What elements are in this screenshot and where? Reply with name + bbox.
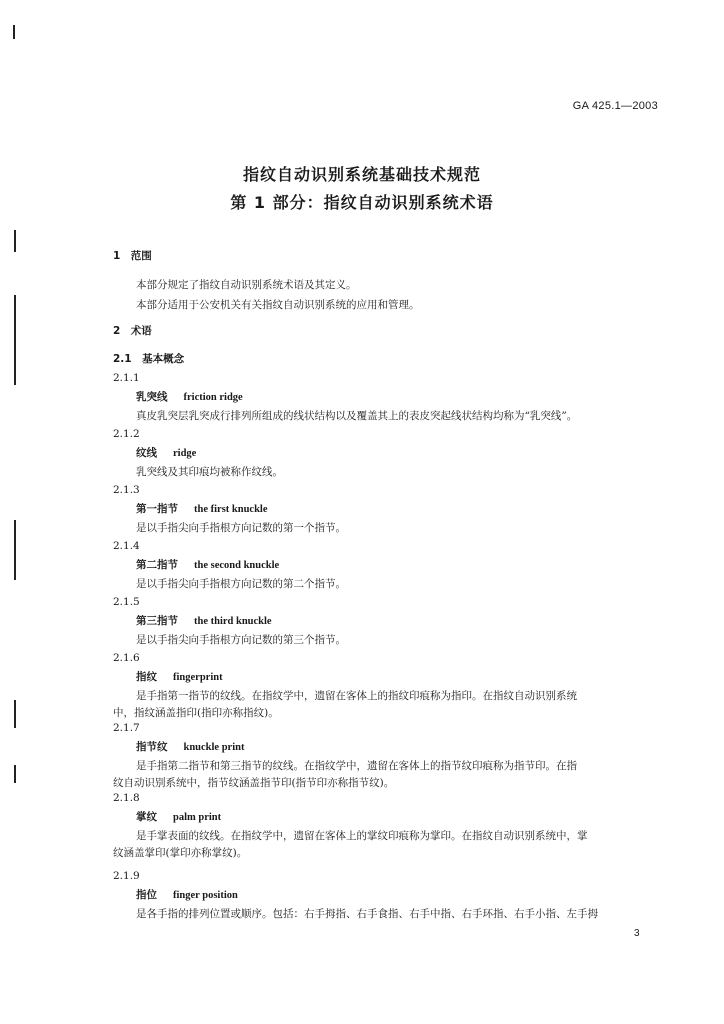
term-heading [136, 614, 272, 629]
term-definition: 是手指第二指节和第三指节的纹线。在指纹学中，遗留在客体上的指节纹印痕称为指节印。在指 [136, 760, 577, 772]
term-chinese: 第二指节 [136, 559, 178, 571]
term-english: fingerprint [173, 672, 223, 683]
term-heading [136, 670, 223, 685]
term-number: 2.1.4 [113, 540, 140, 552]
term-definition: 真皮乳突层乳突成行排列所组成的线状结构以及覆盖其上的表皮突起线状结构均称为“乳突线”。 [136, 410, 578, 422]
scan-mark [13, 25, 15, 39]
term-heading [136, 558, 279, 573]
scan-mark [14, 700, 16, 728]
term-definition: 纹自动识别系统中，指节纹涵盖指节印(指节印亦称指节纹)。 [113, 777, 395, 789]
term-definition: 乳突线及其印痕均被称作纹线。 [136, 466, 283, 478]
term-number: 2.1.6 [113, 652, 140, 664]
paragraph: 本部分适用于公安机关有关指纹自动识别系统的应用和管理。 [136, 299, 420, 311]
term-definition: 是手掌表面的纹线。在指纹学中，遗留在客体上的掌纹印痕称为掌印。在指纹自动识别系统中，掌 [136, 830, 588, 842]
scan-mark [14, 230, 16, 252]
scan-mark [14, 765, 16, 783]
term-chinese: 指位 [136, 889, 157, 901]
term-definition: 是以手指尖向手指根方向记数的第一个指节。 [136, 522, 346, 534]
term-chinese: 纹线 [136, 447, 157, 459]
term-definition: 是手指第一指节的纹线。在指纹学中，遗留在客体上的指纹印痕称为指印。在指纹自动识别系统 [136, 690, 577, 702]
term-heading [136, 888, 238, 903]
term-heading [136, 810, 221, 825]
term-chinese: 乳突线 [136, 391, 168, 403]
term-heading [136, 390, 243, 405]
term-english: the first knuckle [194, 504, 268, 515]
term-definition: 是以手指尖向手指根方向记数的第三个指节。 [136, 634, 346, 646]
term-heading [136, 740, 244, 755]
section-heading-scope: 1 范围 [113, 250, 152, 262]
term-english: ridge [173, 448, 197, 459]
section-heading-terms: 2 术语 [113, 325, 152, 337]
term-heading [136, 502, 268, 517]
term-chinese: 第一指节 [136, 503, 178, 515]
term-definition: 中，指纹涵盖指印(指印亦称指纹)。 [113, 707, 279, 719]
term-number: 2.1.9 [113, 870, 140, 882]
term-definition: 是以手指尖向手指根方向记数的第二个指节。 [136, 578, 346, 590]
term-chinese: 掌纹 [136, 811, 157, 823]
term-chinese: 第三指节 [136, 615, 178, 627]
term-english: the third knuckle [194, 616, 272, 627]
term-number: 2.1.5 [113, 596, 140, 608]
term-english: friction ridge [183, 392, 243, 403]
term-number: 2.1.2 [113, 428, 140, 440]
scan-mark [14, 520, 16, 580]
document-title: 指纹自动识别系统基础技术规范 [242, 165, 481, 184]
term-definition: 是各手指的排列位置或顺序。包括：右手拇指、右手食指、右手中指、右手环指、右手小指、左手拇 [136, 908, 598, 920]
term-english: the second knuckle [194, 560, 280, 571]
term-number: 2.1.3 [113, 484, 140, 496]
term-definition: 纹涵盖掌印(掌印亦称掌纹)。 [113, 847, 248, 859]
term-number: 2.1.1 [113, 372, 140, 384]
term-english: finger position [173, 890, 238, 901]
term-chinese: 指纹 [136, 671, 157, 683]
term-number: 2.1.7 [113, 722, 140, 734]
page-number: 3 [634, 928, 640, 939]
term-english: knuckle print [183, 742, 245, 753]
document-subtitle: 第 1 部分：指纹自动识别系统术语 [230, 193, 494, 212]
term-heading [136, 446, 196, 461]
standard-code: GA 425.1—2003 [572, 100, 658, 112]
term-english: palm print [173, 812, 222, 823]
subsection-heading: 2.1 基本概念 [113, 353, 185, 365]
term-chinese: 指节纹 [136, 741, 168, 753]
scan-mark [14, 295, 16, 385]
paragraph: 本部分规定了指纹自动识别系统术语及其定义。 [136, 279, 357, 291]
term-number: 2.1.8 [113, 792, 140, 804]
